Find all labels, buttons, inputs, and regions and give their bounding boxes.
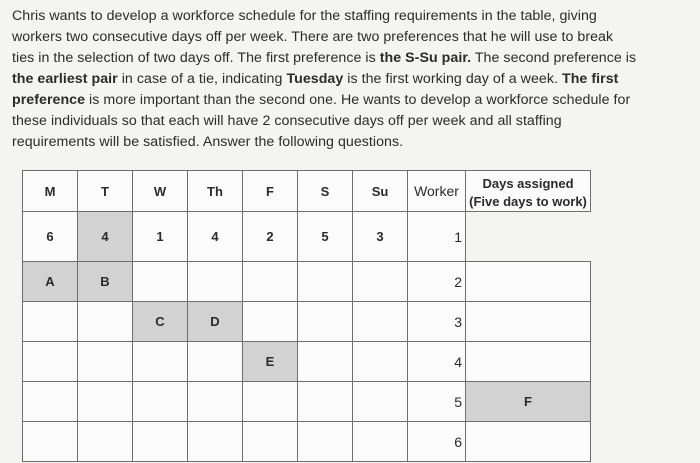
paragraph-line <box>12 111 692 132</box>
table-row <box>23 422 591 462</box>
emphasis-text: Tuesday <box>286 71 344 87</box>
cell-th <box>188 382 243 422</box>
cell-worker: 1 <box>408 212 466 262</box>
cell-w <box>133 342 188 382</box>
cell-m <box>23 382 78 422</box>
paragraph-line <box>12 69 692 90</box>
cell-m <box>23 422 78 462</box>
header-m: M <box>23 171 78 212</box>
header-days-assigned-title: Days assigned <box>482 176 574 191</box>
cell-m <box>23 302 78 342</box>
cell-f: 2 <box>243 212 298 262</box>
cell-days-assigned <box>466 342 591 382</box>
problem-paragraph <box>12 6 692 153</box>
header-worker: Worker <box>408 171 466 212</box>
cell-su <box>353 262 408 302</box>
cell-su: 3 <box>353 212 408 262</box>
table-row <box>23 382 591 422</box>
text-run: requirements will be satisfied. Answer the following questions. <box>12 134 404 150</box>
cell-t <box>78 302 133 342</box>
text-run: ties in the selection of two days off. The first preference is <box>12 50 380 66</box>
cell-s: 5 <box>298 212 353 262</box>
cell-t <box>78 422 133 462</box>
cell-t: 4 <box>78 212 133 262</box>
schedule-table <box>22 170 591 462</box>
emphasis-text: The first <box>562 71 619 87</box>
cell-w: C <box>133 302 188 342</box>
cell-m: 6 <box>23 212 78 262</box>
cell-th: 4 <box>188 212 243 262</box>
cell-worker: 5 <box>408 382 466 422</box>
cell-s <box>298 422 353 462</box>
text-run: in case of a tie, indicating <box>117 71 287 87</box>
table-row <box>23 302 591 342</box>
cell-worker: 2 <box>408 262 466 302</box>
cell-s <box>298 302 353 342</box>
cell-su <box>353 382 408 422</box>
cell-f <box>243 302 298 342</box>
cell-s <box>298 342 353 382</box>
text-run: these individuals so that each will have 2 consecutive days off per week and all staffing <box>12 113 562 129</box>
cell-su <box>353 422 408 462</box>
emphasis-text: the S-Su pair. <box>379 50 472 66</box>
cell-w <box>133 422 188 462</box>
cell-t <box>78 342 133 382</box>
cell-th <box>188 342 243 382</box>
cell-w <box>133 262 188 302</box>
emphasis-text: preference <box>12 92 86 108</box>
paragraph-line <box>12 132 692 153</box>
cell-f <box>243 262 298 302</box>
table-header-row <box>23 171 591 212</box>
text-run: Chris wants to develop a workforce schedule for the staffing requirements in the table, giving <box>12 8 597 24</box>
cell-f <box>243 422 298 462</box>
header-f: F <box>243 171 298 212</box>
cell-w: 1 <box>133 212 188 262</box>
cell-su <box>353 342 408 382</box>
cell-worker: 3 <box>408 302 466 342</box>
cell-th <box>188 422 243 462</box>
cell-th: D <box>188 302 243 342</box>
paragraph-line <box>12 90 692 111</box>
cell-days-assigned <box>466 302 591 342</box>
cell-f: E <box>243 342 298 382</box>
cell-days-assigned: F <box>466 382 591 422</box>
cell-s <box>298 382 353 422</box>
text-run: workers two consecutive days off per week. There are two preferences that he will use to break <box>12 29 614 45</box>
paragraph-line <box>12 48 692 69</box>
cell-s <box>298 262 353 302</box>
header-w: W <box>133 171 188 212</box>
header-t: T <box>78 171 133 212</box>
paragraph-line <box>12 6 692 27</box>
header-s: S <box>298 171 353 212</box>
cell-m <box>23 342 78 382</box>
cell-worker: 4 <box>408 342 466 382</box>
header-su: Su <box>353 171 408 212</box>
cell-su <box>353 302 408 342</box>
paragraph-line <box>12 27 692 48</box>
cell-th <box>188 262 243 302</box>
text-run: is the first working day of a week. <box>343 71 562 87</box>
cell-t: B <box>78 262 133 302</box>
text-run: The second preference is <box>471 50 637 66</box>
header-th: Th <box>188 171 243 212</box>
table-row <box>23 212 591 262</box>
cell-worker: 6 <box>408 422 466 462</box>
cell-days-assigned <box>466 262 591 302</box>
emphasis-text: the earliest pair <box>12 71 118 87</box>
table-row <box>23 342 591 382</box>
text-run: is more important than the second one. He wants to develop a workforce schedule for <box>85 92 631 108</box>
cell-w <box>133 382 188 422</box>
cell-m: A <box>23 262 78 302</box>
cell-t <box>78 382 133 422</box>
table-row <box>23 262 591 302</box>
header-days-assigned-subtitle: (Five days to work) <box>469 194 587 209</box>
cell-days-assigned <box>466 422 591 462</box>
header-days-assigned <box>466 171 591 212</box>
cell-f <box>243 382 298 422</box>
